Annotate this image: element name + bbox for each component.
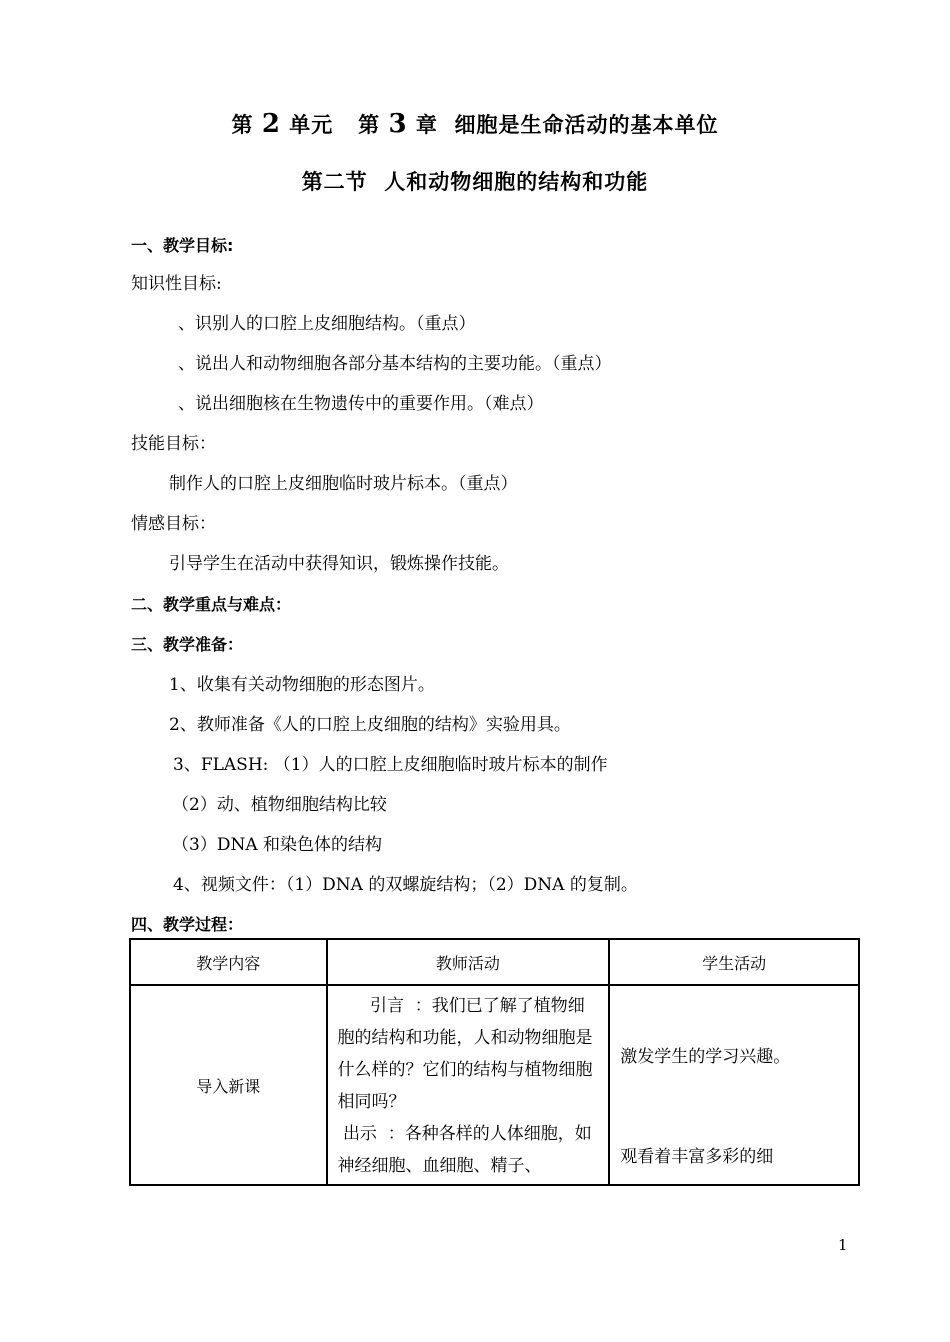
content-cell: 导入新课 [130, 985, 327, 1185]
student-activity-text: 观看着丰富多彩的细 [620, 1147, 774, 1167]
teaching-process-table [129, 938, 860, 1186]
header-content: 教学内容 [130, 939, 327, 985]
prep-item: 3、FLASH: （1）人的口腔上皮细胞临时玻片标本的制作 [173, 755, 608, 775]
title-part-3: 章 细胞是生命活动的基本单位 [407, 113, 719, 137]
table-row [130, 985, 859, 1185]
table-header-row [130, 939, 859, 985]
prep-item: （3）DNA 和染色体的结构 [172, 835, 383, 855]
header-teacher: 教师活动 [327, 939, 610, 985]
teacher-paragraph: 引言 ：我们已了解了植物细胞的结构和功能，人和动物细胞是什么样的？它们的结构与植物细胞相同吗？ [337, 996, 593, 1112]
title-part-2: 单元 第 [280, 113, 389, 137]
emotion-item: 引导学生在活动中获得知识，锻炼操作技能。 [169, 554, 509, 574]
page-subtitle: 第二节 人和动物细胞的结构和功能 [301, 170, 649, 194]
knowledge-item: 、说出细胞核在生物遗传中的重要作用。（难点） [178, 394, 544, 414]
teacher-paragraph: 出示 ：各种各样的人体细胞，如神经细胞、血细胞、精子、 [337, 1124, 592, 1176]
prep-item: （2）动、植物细胞结构比较 [172, 795, 387, 815]
page-title [0, 109, 950, 139]
knowledge-item: 、识别人的口腔上皮细胞结构。（重点） [178, 314, 476, 334]
process-heading: 四、教学过程： [131, 915, 244, 934]
prep-item: 4、视频文件：（1）DNA 的双螺旋结构；（2）DNA 的复制。 [173, 875, 638, 895]
goals-heading: 一、教学目标: [131, 236, 234, 255]
page-number: 1 [838, 1236, 848, 1254]
prep-item: 1、收集有关动物细胞的形态图片。 [169, 675, 435, 695]
student-activity-text: 激发学生的学习兴趣。 [620, 1047, 791, 1067]
prep-item: 2、教师准备《人的口腔上皮细胞的结构》实验用具。 [169, 715, 571, 735]
knowledge-goals-label: 知识性目标: [131, 274, 222, 294]
skill-goals-label: 技能目标： [131, 434, 216, 454]
knowledge-item: 、说出人和动物细胞各部分基本结构的主要功能。（重点） [178, 354, 612, 374]
chapter-number: 3 [388, 109, 408, 139]
header-student: 学生活动 [609, 939, 859, 985]
preparation-heading: 三、教学准备： [131, 635, 244, 654]
key-points-heading: 二、教学重点与难点： [131, 595, 292, 614]
title-part-1: 第 [231, 113, 262, 137]
student-activity-cell [609, 985, 859, 1185]
unit-number: 2 [261, 109, 281, 139]
teacher-activity-cell [327, 985, 610, 1185]
skill-item: 制作人的口腔上皮细胞临时玻片标本。（重点） [169, 474, 518, 494]
emotion-goals-label: 情感目标： [131, 514, 216, 534]
